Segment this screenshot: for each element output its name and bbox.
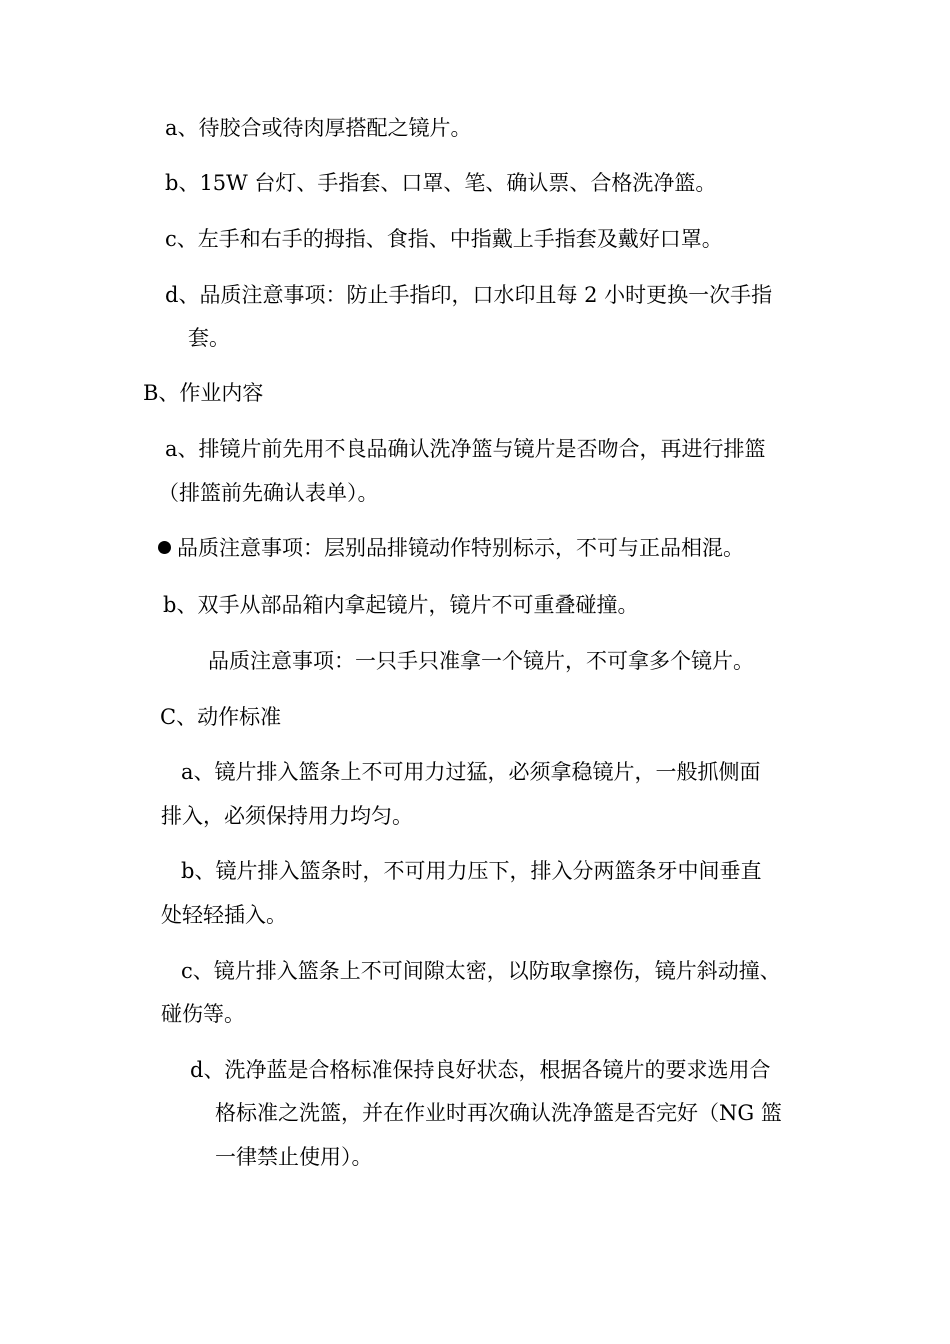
section-b-item-a-line2: （排篮前先确认表单）。	[158, 481, 379, 505]
section-a-item-b: b、15W 台灯、手指套、口罩、笔、确认票、合格洗净篮。	[165, 171, 717, 195]
section-c-item-a-line1: a、镜片排入篮条上不可用力过猛，必须拿稳镜片，一般抓侧面	[181, 760, 761, 784]
section-a-item-a: a、待胶合或待肉厚搭配之镜片。	[165, 116, 472, 140]
section-c-item-b-line2: 处轻轻插入。	[161, 903, 287, 927]
section-a-item-d-line2: 套。	[188, 326, 230, 350]
section-c-heading: C、动作标准	[160, 705, 282, 729]
section-c-item-c-line1: c、镜片排入篮条上不可间隙太密，以防取拿擦伤，镜片斜动撞、	[181, 959, 781, 983]
section-b-heading: B、作业内容	[143, 381, 264, 405]
bullet-icon	[158, 541, 171, 554]
section-a-item-c: c、左手和右手的拇指、食指、中指戴上手指套及戴好口罩。	[165, 227, 723, 251]
section-b-item-b: b、双手从部品箱内拿起镜片，镜片不可重叠碰撞。	[163, 593, 639, 617]
section-c-item-c-line2: 碰伤等。	[161, 1002, 245, 1026]
section-a-item-d-line1: d、品质注意事项：防止手指印，口水印且每 2 小时更换一次手指	[165, 283, 773, 307]
bullet-note-text: 品质注意事项：层别品排镜动作特别标示，不可与正品相混。	[177, 536, 744, 560]
section-b-item-a-line1: a、排镜片前先用不良品确认洗净篮与镜片是否吻合，再进行排篮	[165, 437, 766, 461]
section-b-item-b-note: 品质注意事项：一只手只准拿一个镜片，不可拿多个镜片。	[208, 649, 754, 673]
section-c-item-a-line2: 排入，必须保持用力均匀。	[161, 804, 413, 828]
section-c-item-d-line1: d、洗净蓝是合格标准保持良好状态，根据各镜片的要求选用合	[190, 1058, 771, 1082]
section-c-item-d-line2: 格标准之洗篮，并在作业时再次确认洗净篮是否完好（NG 篮	[215, 1101, 782, 1125]
section-c-item-d-line3: 一律禁止使用）。	[215, 1145, 373, 1169]
section-c-item-b-line1: b、镜片排入篮条时，不可用力压下，排入分两篮条牙中间垂直	[181, 859, 762, 883]
section-b-bullet-note	[158, 533, 744, 563]
